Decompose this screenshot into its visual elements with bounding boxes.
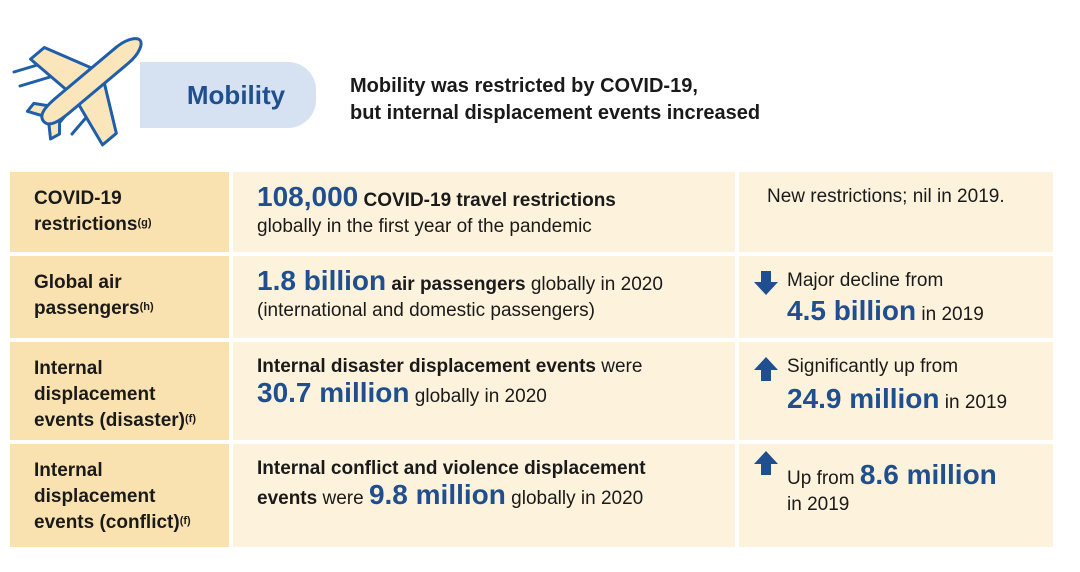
arrow-up-icon xyxy=(753,450,779,476)
row-main: 1.8 billion air passengers globally in 2020 (international and domestic passengers) xyxy=(233,256,735,338)
mobility-table xyxy=(10,172,1053,547)
row-comparison: New restrictions; nil in 2019. xyxy=(739,172,1053,252)
row-label: Internal displacement events (conflict)$^{(f)}$ xyxy=(10,444,229,547)
row-comparison: Up from 8.6 million in 2019 xyxy=(739,444,1053,547)
row-main: Internal conflict and violence displacement events were 9.8 million globally in 2020 xyxy=(233,444,735,547)
row-main: 108,000 COVID-19 travel restrictions globally in the first year of the pandemic xyxy=(233,172,735,252)
header xyxy=(0,0,1080,165)
row-comparison: Major decline from 4.5 billion in 2019 xyxy=(739,256,1053,338)
row-main: Internal disaster displacement events were 30.7 million globally in 2020 xyxy=(233,342,735,440)
row-comparison: Significantly up from 24.9 million in 2019 xyxy=(739,342,1053,440)
row-label: Internal displacement events (disaster)$^{(f)}$ xyxy=(10,342,229,440)
arrow-up-icon xyxy=(753,356,779,382)
row-label: COVID-19 restrictions$^{(g)}$ xyxy=(10,172,229,252)
section-badge: Mobility xyxy=(140,62,316,128)
section-headline: Mobility was restricted by COVID-19, but internal displacement events increased xyxy=(350,75,761,124)
row-label: Global air passengers$^{(h)}$ xyxy=(10,256,229,338)
arrow-down-icon xyxy=(753,270,779,296)
